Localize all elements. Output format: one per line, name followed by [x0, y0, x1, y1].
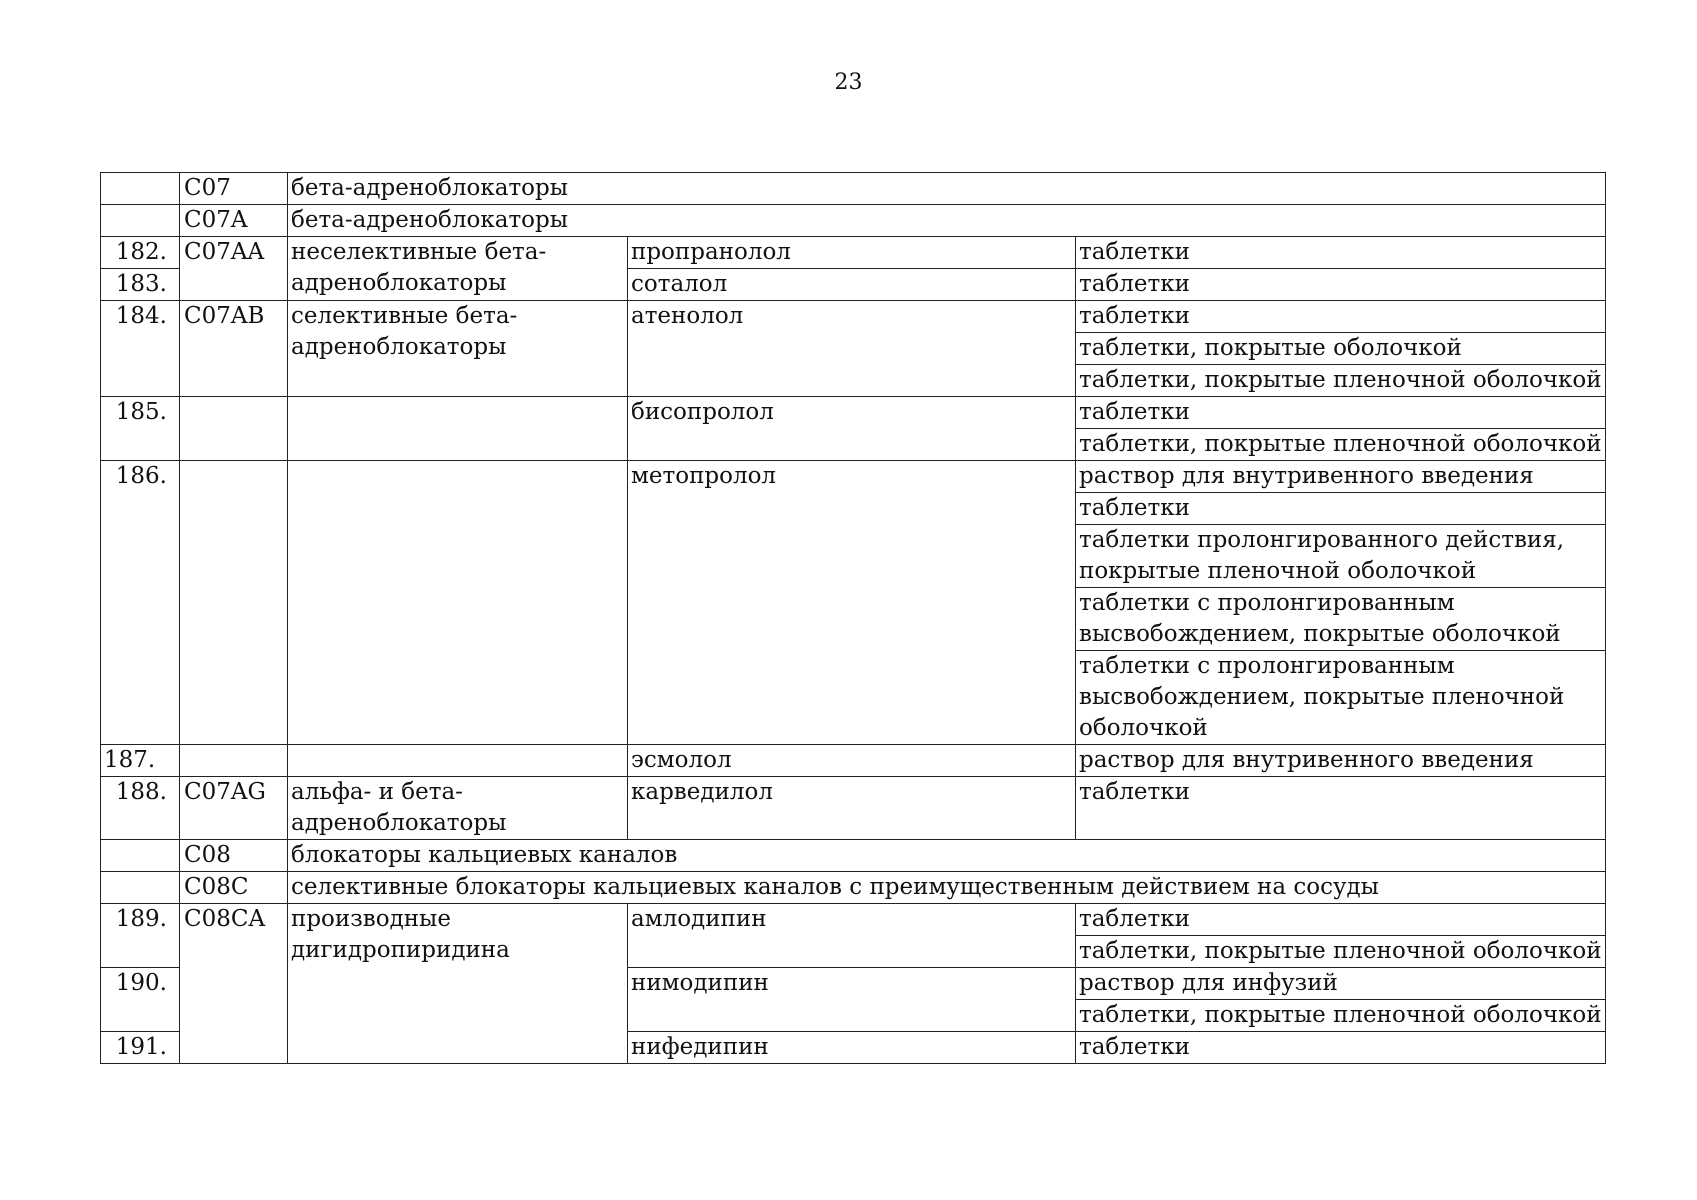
dosage-form-cell: раствор для внутривенного введения	[1076, 461, 1606, 493]
atc-code-cell: C07	[180, 173, 288, 205]
dosage-form-cell: таблетки, покрытые пленочной оболочкой	[1076, 429, 1606, 461]
dosage-form-cell: раствор для инфузий	[1076, 968, 1606, 1000]
dosage-form-cell: таблетки пролонгированного действия, покрытые пленочной оболочкой	[1076, 525, 1606, 588]
dosage-form-cell: таблетки	[1076, 237, 1606, 269]
pharmacological-group-cell: неселективные бета-адреноблокаторы	[288, 237, 628, 301]
atc-group-name-cell: блокаторы кальциевых каналов	[288, 840, 1606, 872]
atc-group-name-cell: селективные блокаторы кальциевых каналов с преимущественным действием на сосуды	[288, 872, 1606, 904]
drug-name-cell: эсмолол	[628, 745, 1076, 777]
row-number-cell	[101, 205, 180, 237]
atc-code-cell: C07AA	[180, 237, 288, 301]
row-number-cell: 191.	[101, 1032, 180, 1064]
atc-group-name-cell: бета-адреноблокаторы	[288, 205, 1606, 237]
atc-code-cell: C07A	[180, 205, 288, 237]
row-number-cell	[101, 840, 180, 872]
atc-code-cell: C08	[180, 840, 288, 872]
row-number-cell: 185.	[101, 397, 180, 461]
drug-name-cell: карведилол	[628, 777, 1076, 840]
table-row	[101, 777, 1606, 840]
table-row	[101, 397, 1606, 429]
atc-code-cell	[180, 745, 288, 777]
dosage-form-cell: таблетки	[1076, 301, 1606, 333]
drug-name-cell: бисопролол	[628, 397, 1076, 461]
atc-code-cell: C08CA	[180, 904, 288, 1064]
dosage-form-cell: таблетки, покрытые пленочной оболочкой	[1076, 936, 1606, 968]
row-number-cell: 187.	[101, 745, 180, 777]
table-row	[101, 904, 1606, 936]
drug-name-cell: амлодипин	[628, 904, 1076, 968]
dosage-form-cell: таблетки с пролонгированным высвобождением, покрытые пленочной оболочкой	[1076, 651, 1606, 745]
page-number: 23	[834, 70, 863, 95]
pharmacological-group-cell	[288, 461, 628, 745]
row-number-cell: 184.	[101, 301, 180, 397]
table-row	[101, 840, 1606, 872]
atc-code-cell: C07AG	[180, 777, 288, 840]
drug-name-cell: пропранолол	[628, 237, 1076, 269]
row-number-cell: 186.	[101, 461, 180, 745]
dosage-form-cell: таблетки	[1076, 777, 1606, 840]
pharmacological-group-cell	[288, 745, 628, 777]
dosage-form-cell: таблетки	[1076, 1032, 1606, 1064]
pharmacological-group-cell	[288, 397, 628, 461]
dosage-form-cell: таблетки	[1076, 493, 1606, 525]
drug-name-cell: метопролол	[628, 461, 1076, 745]
dosage-form-cell: таблетки, покрытые пленочной оболочкой	[1076, 365, 1606, 397]
pharmacological-group-cell: производные дигидропиридина	[288, 904, 628, 1064]
pharmacological-group-cell: альфа- и бета-адреноблокаторы	[288, 777, 628, 840]
row-number-cell	[101, 173, 180, 205]
table-row	[101, 205, 1606, 237]
dosage-form-cell: таблетки	[1076, 904, 1606, 936]
atc-code-cell	[180, 397, 288, 461]
row-number-cell: 182.	[101, 237, 180, 269]
row-number-cell: 189.	[101, 904, 180, 968]
drug-name-cell: атенолол	[628, 301, 1076, 397]
dosage-form-cell: таблетки, покрытые пленочной оболочкой	[1076, 1000, 1606, 1032]
dosage-form-cell: таблетки	[1076, 397, 1606, 429]
dosage-form-cell: раствор для внутривенного введения	[1076, 745, 1606, 777]
atc-code-cell: C08C	[180, 872, 288, 904]
atc-group-name-cell: бета-адреноблокаторы	[288, 173, 1606, 205]
row-number-cell	[101, 872, 180, 904]
dosage-form-cell: таблетки, покрытые оболочкой	[1076, 333, 1606, 365]
atc-code-cell	[180, 461, 288, 745]
drug-name-cell: нимодипин	[628, 968, 1076, 1032]
table-row	[101, 237, 1606, 269]
table-row	[101, 461, 1606, 493]
row-number-cell: 183.	[101, 269, 180, 301]
pharmacological-group-cell: селективные бета-адреноблокаторы	[288, 301, 628, 397]
row-number-cell: 190.	[101, 968, 180, 1032]
atc-code-cell: C07AB	[180, 301, 288, 397]
drug-list-table	[100, 172, 1606, 1064]
table-row	[101, 301, 1606, 333]
dosage-form-cell: таблетки с пролонгированным высвобождением, покрытые оболочкой	[1076, 588, 1606, 651]
row-number-cell: 188.	[101, 777, 180, 840]
table-row	[101, 872, 1606, 904]
drug-name-cell: соталол	[628, 269, 1076, 301]
table-row	[101, 745, 1606, 777]
dosage-form-cell: таблетки	[1076, 269, 1606, 301]
drug-name-cell: нифедипин	[628, 1032, 1076, 1064]
table-row	[101, 173, 1606, 205]
